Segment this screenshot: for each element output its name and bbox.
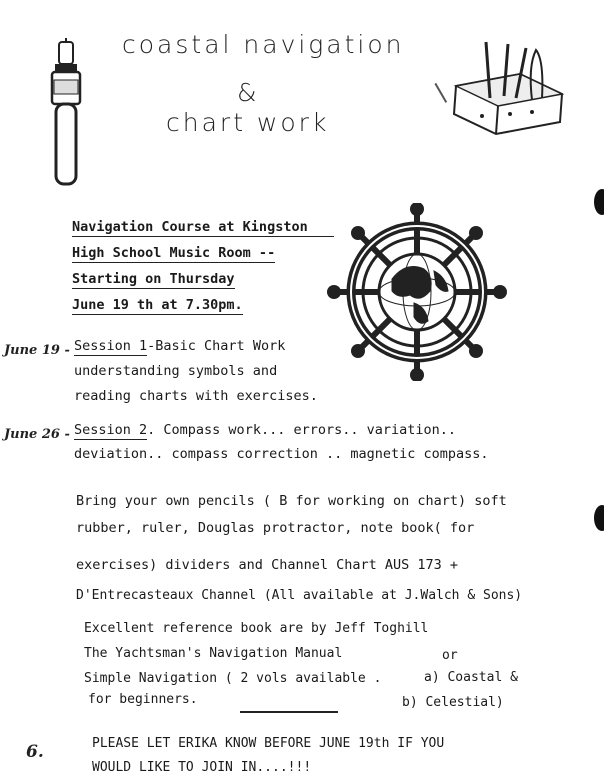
reference-option-b: b) Celestial)	[402, 695, 504, 710]
course-line-3: Starting on Thursday	[72, 271, 235, 287]
reference-line-2: The Yachtsman's Navigation Manual	[84, 646, 343, 661]
course-line-2: High School Music Room --	[72, 245, 276, 261]
bring-line-3: exercises) dividers and Channel Chart AUS 173 +	[76, 557, 459, 573]
page-number: 6.	[26, 742, 44, 762]
session-1-line-2: understanding symbols and	[74, 363, 278, 379]
title-line-3: chart work	[166, 108, 330, 137]
session-2-heading: Session 2	[74, 422, 148, 438]
bring-line-1: Bring your own pencils ( B for working on chart) soft	[76, 493, 507, 509]
title-line-1: coastal navigation	[122, 30, 405, 59]
reference-divider	[240, 711, 338, 713]
reference-or: or	[442, 648, 458, 663]
sketch-stroke	[435, 83, 447, 103]
footer-line-1: PLEASE LET ERIKA KNOW BEFORE JUNE 19th IF YOU	[92, 736, 445, 751]
bring-line-2: rubber, ruler, Douglas protractor, note book( for	[76, 520, 475, 536]
session-1-line-1: Session 1-Basic Chart Work	[74, 338, 286, 354]
footer-line-2: WOULD LIKE TO JOIN IN....!!!	[92, 760, 312, 775]
course-line-1: Navigation Course at Kingston	[72, 219, 334, 237]
reference-line-4: for beginners.	[88, 692, 198, 707]
session-2-date-note: June 26 -	[4, 427, 70, 442]
reference-line-1: Excellent reference book are by Jeff Toghill	[84, 621, 429, 636]
punch-hole-bottom	[594, 505, 604, 531]
session-2-line-2: deviation.. compass correction .. magnetic compass.	[74, 446, 489, 462]
reference-line-3: Simple Navigation ( 2 vols available .	[84, 671, 382, 686]
session-1-line-3: reading charts with exercises.	[74, 388, 318, 404]
reference-option-a: a) Coastal &	[424, 670, 518, 685]
bring-line-4: D'Entrecasteaux Channel (All available at J.Walch & Sons)	[76, 588, 523, 603]
pencil-holder-icon	[450, 36, 570, 136]
session-2-line-1: Session 2. Compass work... errors.. variation..	[74, 422, 457, 438]
punch-hole-top	[594, 189, 604, 215]
pencil-lantern-icon	[44, 38, 88, 188]
session-1-date-note: June 19 -	[4, 343, 70, 358]
ships-wheel-globe-icon	[322, 203, 512, 381]
course-line-4: June 19 th at 7.30pm.	[72, 297, 243, 313]
title-ampersand: &	[237, 78, 260, 107]
session-1-heading: Session 1	[74, 338, 148, 354]
